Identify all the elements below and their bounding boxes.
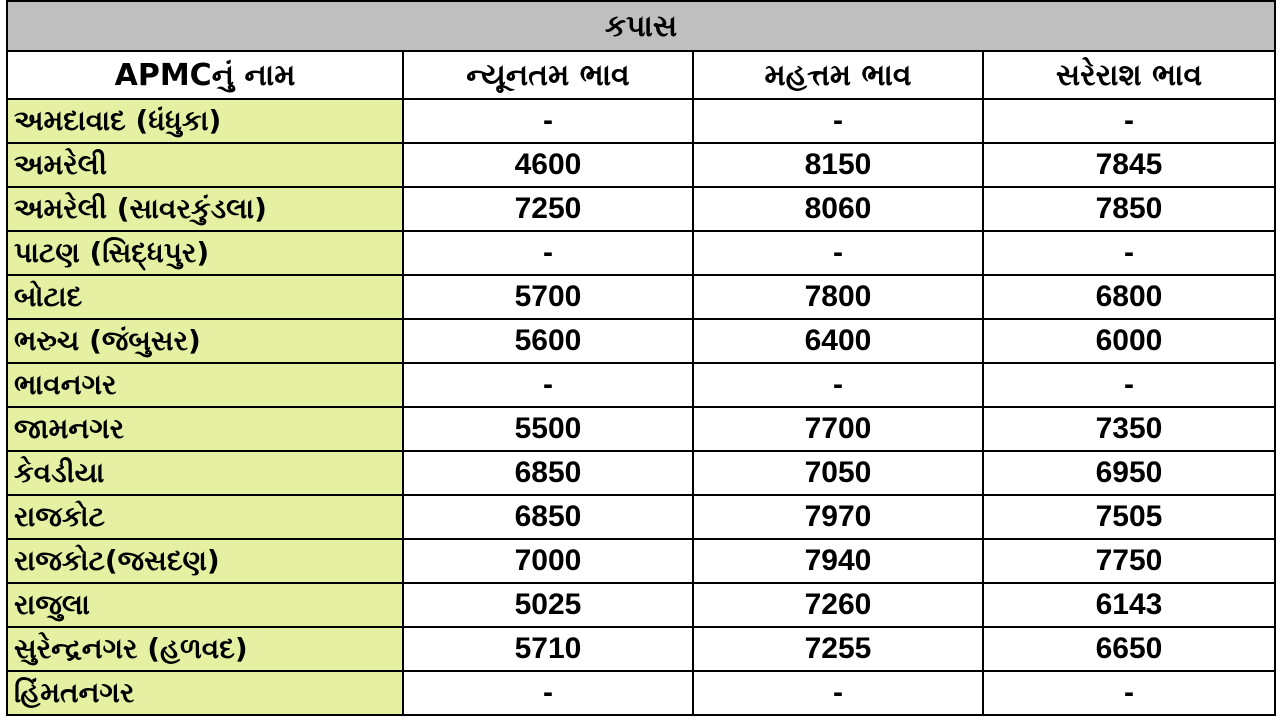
apmc-name-cell: ભાવનગર bbox=[7, 363, 403, 407]
max-price-cell: 7940 bbox=[693, 539, 983, 583]
apmc-name-cell: રાજુલા bbox=[7, 583, 403, 627]
apmc-name-cell: પાટણ (સિદ્ધપુર) bbox=[7, 231, 403, 275]
table-row bbox=[7, 583, 1275, 627]
table-title: કપાસ bbox=[7, 1, 1275, 51]
apmc-name-cell: અમદાવાદ (ધંધુકા) bbox=[7, 99, 403, 143]
avg-price-cell: - bbox=[983, 671, 1275, 715]
apmc-name-cell: અમરેલી bbox=[7, 143, 403, 187]
table-row bbox=[7, 495, 1275, 539]
min-price-cell: - bbox=[403, 231, 693, 275]
table-row bbox=[7, 671, 1275, 715]
min-price-cell: - bbox=[403, 671, 693, 715]
avg-price-cell: - bbox=[983, 363, 1275, 407]
apmc-name-cell: ભરુચ (જંબુસર) bbox=[7, 319, 403, 363]
max-price-cell: - bbox=[693, 231, 983, 275]
table-row bbox=[7, 363, 1275, 407]
apmc-name-cell: રાજકોટ(જસદણ) bbox=[7, 539, 403, 583]
table-row bbox=[7, 231, 1275, 275]
apmc-name-cell: કેવડીયા bbox=[7, 451, 403, 495]
max-price-cell: 7050 bbox=[693, 451, 983, 495]
title-row bbox=[7, 1, 1275, 51]
table-row bbox=[7, 627, 1275, 671]
avg-price-cell: 6950 bbox=[983, 451, 1275, 495]
avg-price-cell: 6800 bbox=[983, 275, 1275, 319]
table-row bbox=[7, 407, 1275, 451]
min-price-cell: 5500 bbox=[403, 407, 693, 451]
max-price-cell: 7260 bbox=[693, 583, 983, 627]
avg-price-cell: 6650 bbox=[983, 627, 1275, 671]
avg-price-cell: 7850 bbox=[983, 187, 1275, 231]
max-price-cell: - bbox=[693, 363, 983, 407]
avg-price-cell: 7750 bbox=[983, 539, 1275, 583]
table-row bbox=[7, 99, 1275, 143]
apmc-name-cell: હિંમતનગર bbox=[7, 671, 403, 715]
table-body bbox=[7, 99, 1275, 715]
max-price-cell: 7255 bbox=[693, 627, 983, 671]
table-row bbox=[7, 275, 1275, 319]
table-row bbox=[7, 143, 1275, 187]
table-row bbox=[7, 539, 1275, 583]
header-row bbox=[7, 51, 1275, 99]
apmc-name-cell: અમરેલી (સાવરકુંડલા) bbox=[7, 187, 403, 231]
max-price-cell: - bbox=[693, 671, 983, 715]
table-row bbox=[7, 187, 1275, 231]
apmc-name-cell: રાજકોટ bbox=[7, 495, 403, 539]
avg-price-cell: 6000 bbox=[983, 319, 1275, 363]
min-price-cell: 5700 bbox=[403, 275, 693, 319]
price-sheet bbox=[6, 0, 1274, 716]
max-price-cell: - bbox=[693, 99, 983, 143]
avg-price-cell: 6143 bbox=[983, 583, 1275, 627]
avg-price-cell: 7505 bbox=[983, 495, 1275, 539]
min-price-cell: 5025 bbox=[403, 583, 693, 627]
max-price-cell: 8150 bbox=[693, 143, 983, 187]
header-avg-price: સરેરાશ ભાવ bbox=[983, 51, 1275, 99]
min-price-cell: 7250 bbox=[403, 187, 693, 231]
max-price-cell: 7700 bbox=[693, 407, 983, 451]
avg-price-cell: 7350 bbox=[983, 407, 1275, 451]
apmc-name-cell: બોટાદ bbox=[7, 275, 403, 319]
apmc-name-cell: જામનગર bbox=[7, 407, 403, 451]
avg-price-cell: - bbox=[983, 231, 1275, 275]
header-apmc-name: APMCનું નામ bbox=[7, 51, 403, 99]
max-price-cell: 7800 bbox=[693, 275, 983, 319]
avg-price-cell: 7845 bbox=[983, 143, 1275, 187]
max-price-cell: 7970 bbox=[693, 495, 983, 539]
table-row bbox=[7, 319, 1275, 363]
table-row bbox=[7, 451, 1275, 495]
avg-price-cell: - bbox=[983, 99, 1275, 143]
min-price-cell: 6850 bbox=[403, 451, 693, 495]
min-price-cell: 4600 bbox=[403, 143, 693, 187]
min-price-cell: - bbox=[403, 99, 693, 143]
header-max-price: મહત્તમ ભાવ bbox=[693, 51, 983, 99]
max-price-cell: 8060 bbox=[693, 187, 983, 231]
min-price-cell: 7000 bbox=[403, 539, 693, 583]
price-table bbox=[6, 0, 1276, 716]
apmc-name-cell: સુરેન્દ્રનગર (હળવદ) bbox=[7, 627, 403, 671]
max-price-cell: 6400 bbox=[693, 319, 983, 363]
min-price-cell: 5600 bbox=[403, 319, 693, 363]
min-price-cell: 6850 bbox=[403, 495, 693, 539]
header-min-price: ન્યૂનતમ ભાવ bbox=[403, 51, 693, 99]
min-price-cell: - bbox=[403, 363, 693, 407]
min-price-cell: 5710 bbox=[403, 627, 693, 671]
